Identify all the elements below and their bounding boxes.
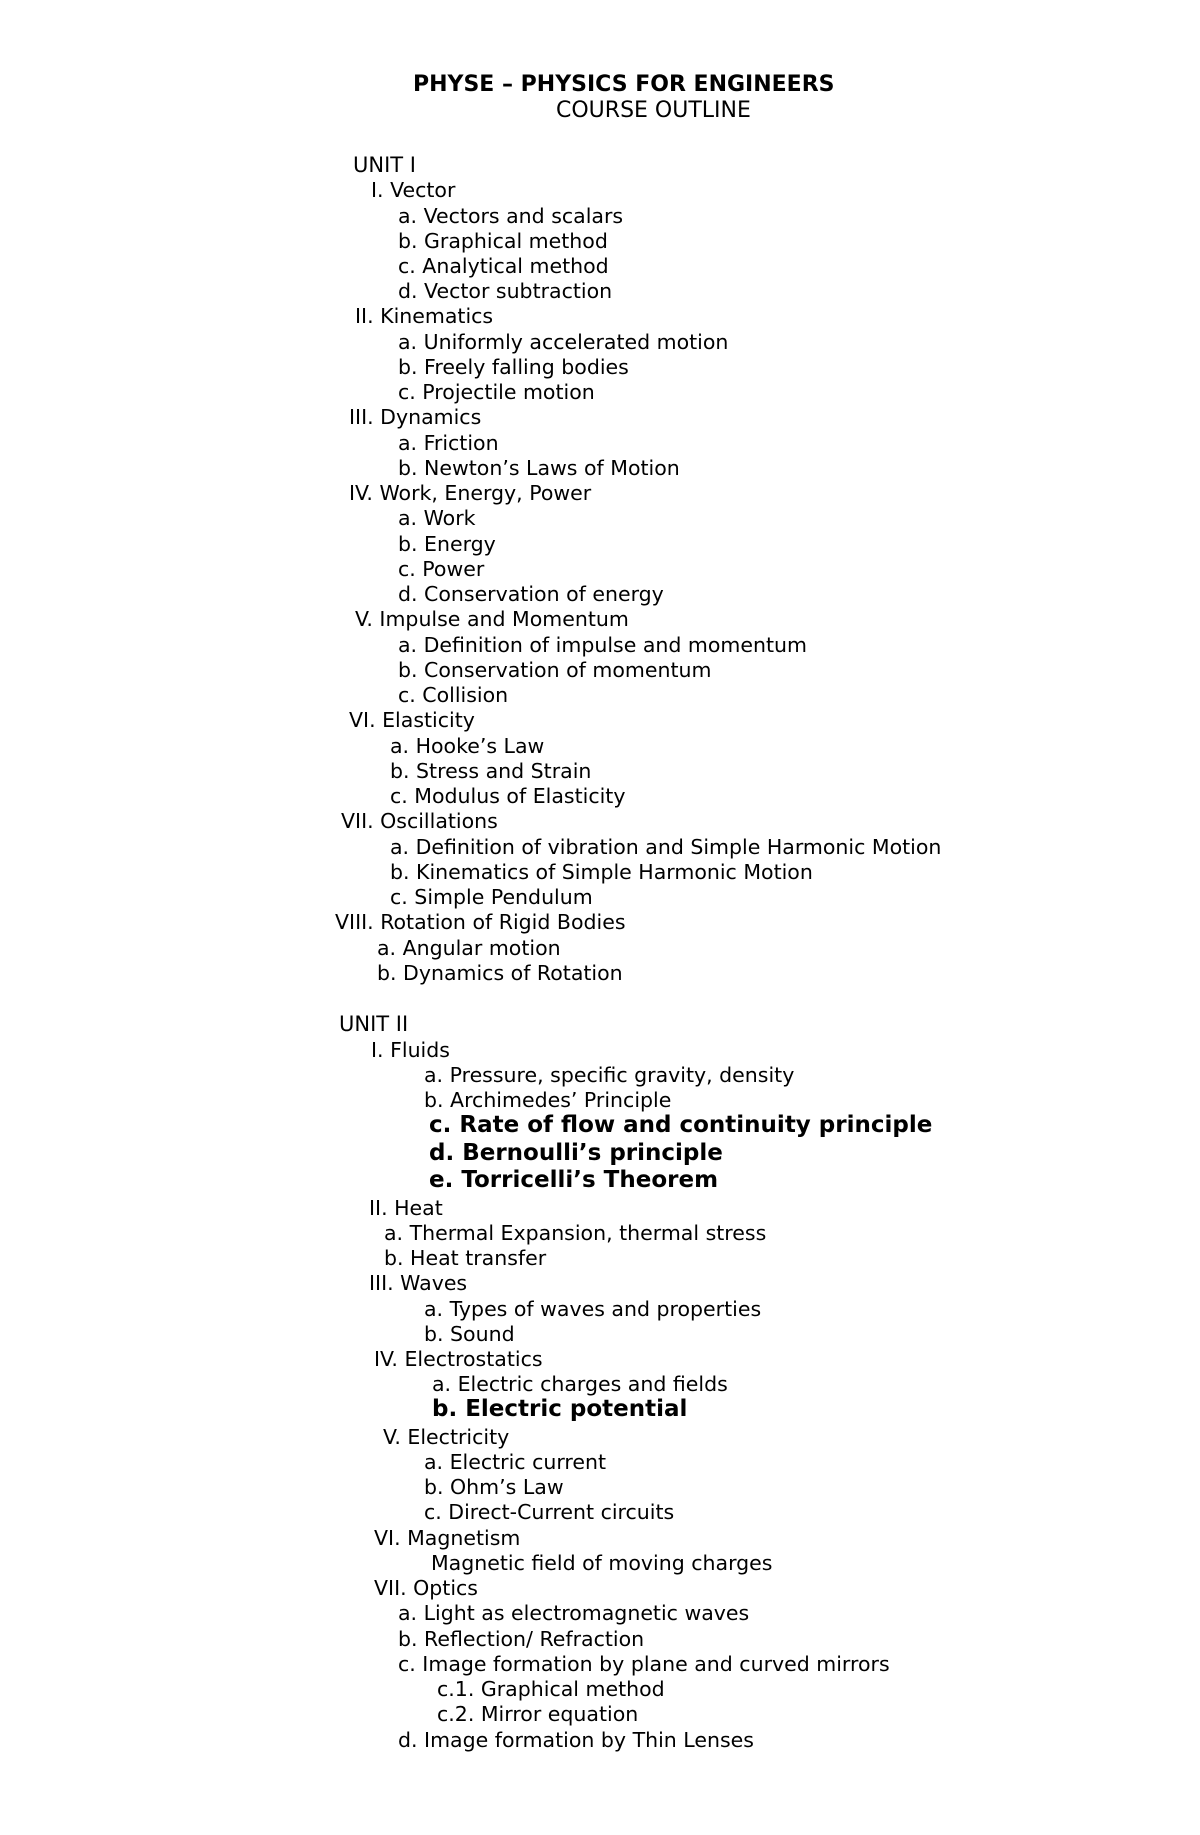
section-heading: V. Electricity bbox=[383, 1425, 510, 1449]
outline-item: c. Modulus of Elasticity bbox=[390, 784, 626, 808]
outline-item: d. Vector subtraction bbox=[398, 279, 613, 303]
outline-item: a. Electric charges and fields bbox=[432, 1372, 728, 1396]
outline-item: b. Freely falling bodies bbox=[398, 355, 629, 379]
unit-heading: UNIT II bbox=[339, 1012, 409, 1036]
section-heading: VII. Oscillations bbox=[341, 809, 498, 833]
outline-item-emphasized: c. Rate of flow and continuity principle bbox=[429, 1112, 933, 1138]
unit-heading: UNIT I bbox=[353, 153, 416, 177]
section-heading: II. Kinematics bbox=[355, 304, 494, 328]
outline-item: a. Types of waves and properties bbox=[424, 1297, 762, 1321]
section-heading: VIII. Rotation of Rigid Bodies bbox=[335, 910, 626, 934]
outline-item: a. Electric current bbox=[424, 1450, 607, 1474]
outline-item: c. Collision bbox=[398, 683, 509, 707]
outline-item: a. Work bbox=[398, 506, 476, 530]
outline-item: c. Direct-Current circuits bbox=[424, 1500, 675, 1524]
outline-item: b. Energy bbox=[398, 532, 496, 556]
outline-item: c. Simple Pendulum bbox=[390, 885, 593, 909]
outline-item: b. Dynamics of Rotation bbox=[377, 961, 623, 985]
outline-item: a. Angular motion bbox=[377, 936, 561, 960]
section-heading: IV. Work, Energy, Power bbox=[349, 481, 592, 505]
outline-item: c. Analytical method bbox=[398, 254, 609, 278]
page-title: PHYSE – PHYSICS FOR ENGINEERS bbox=[413, 72, 835, 97]
outline-item: c. Projectile motion bbox=[398, 380, 595, 404]
section-heading: VII. Optics bbox=[374, 1576, 478, 1600]
section-heading: III. Waves bbox=[369, 1271, 468, 1295]
outline-item: a. Uniformly accelerated motion bbox=[398, 330, 729, 354]
section-heading: I. Fluids bbox=[371, 1038, 450, 1062]
section-heading: III. Dynamics bbox=[349, 405, 482, 429]
outline-item: c. Power bbox=[398, 557, 485, 581]
page-subtitle: COURSE OUTLINE bbox=[556, 98, 751, 123]
outline-item: b. Ohm’s Law bbox=[424, 1475, 564, 1499]
outline-item: b. Newton’s Laws of Motion bbox=[398, 456, 680, 480]
outline-item: b. Archimedes’ Principle bbox=[424, 1088, 672, 1112]
outline-item: Magnetic field of moving charges bbox=[431, 1551, 773, 1575]
outline-item: b. Sound bbox=[424, 1322, 515, 1346]
outline-item: a. Pressure, specific gravity, density bbox=[424, 1063, 795, 1087]
outline-item: a. Vectors and scalars bbox=[398, 204, 624, 228]
outline-item: a. Friction bbox=[398, 431, 499, 455]
outline-item: a. Thermal Expansion, thermal stress bbox=[384, 1221, 767, 1245]
outline-item: d. Conservation of energy bbox=[398, 582, 664, 606]
outline-item-emphasized: d. Bernoulli’s principle bbox=[429, 1140, 723, 1166]
outline-item: b. Heat transfer bbox=[384, 1246, 547, 1270]
outline-item: a. Definition of impulse and momentum bbox=[398, 633, 807, 657]
section-heading: IV. Electrostatics bbox=[374, 1347, 543, 1371]
outline-item: b. Graphical method bbox=[398, 229, 608, 253]
outline-item: a. Definition of vibration and Simple Harmonic Motion bbox=[390, 835, 942, 859]
section-heading: VI. Elasticity bbox=[349, 708, 475, 732]
outline-item: a. Light as electromagnetic waves bbox=[398, 1601, 750, 1625]
outline-item-emphasized: e. Torricelli’s Theorem bbox=[429, 1167, 719, 1193]
outline-item: c. Image formation by plane and curved mirrors bbox=[398, 1652, 890, 1676]
outline-item: b. Reflection/ Refraction bbox=[398, 1627, 645, 1651]
outline-item: b. Stress and Strain bbox=[390, 759, 592, 783]
outline-subitem: c.1. Graphical method bbox=[437, 1677, 665, 1701]
section-heading: II. Heat bbox=[369, 1196, 443, 1220]
outline-item: b. Kinematics of Simple Harmonic Motion bbox=[390, 860, 813, 884]
outline-item: b. Conservation of momentum bbox=[398, 658, 712, 682]
outline-item-emphasized: b. Electric potential bbox=[432, 1396, 688, 1422]
section-heading: I. Vector bbox=[371, 178, 456, 202]
outline-subitem: c.2. Mirror equation bbox=[437, 1702, 639, 1726]
section-heading: VI. Magnetism bbox=[374, 1526, 521, 1550]
outline-item: a. Hooke’s Law bbox=[390, 734, 545, 758]
outline-item: d. Image formation by Thin Lenses bbox=[398, 1728, 754, 1752]
section-heading: V. Impulse and Momentum bbox=[355, 607, 629, 631]
